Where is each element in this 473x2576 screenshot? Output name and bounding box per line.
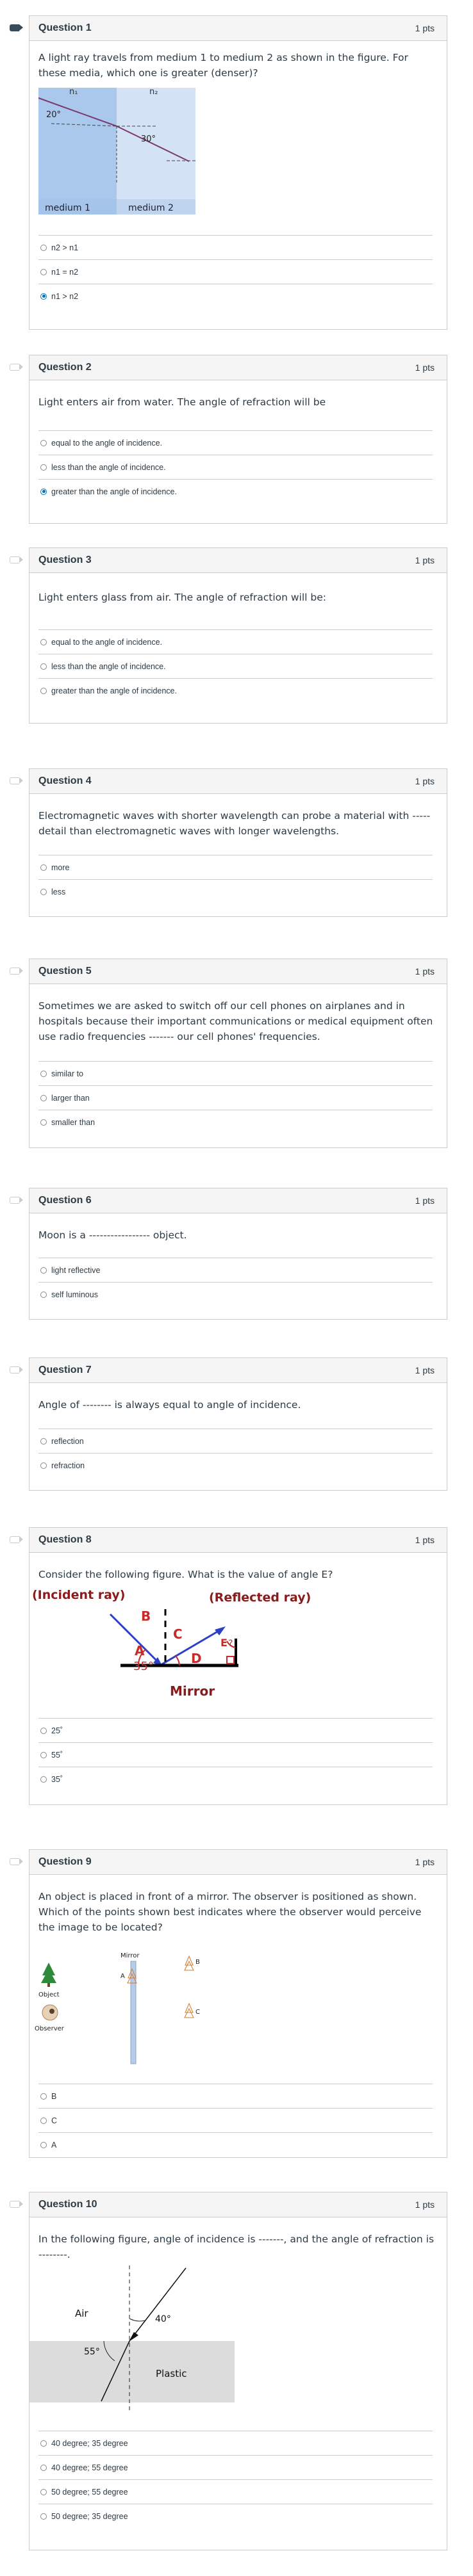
tree-object-icon xyxy=(41,1963,56,1987)
answer-option[interactable] xyxy=(38,2084,433,2108)
question-title: Question 9 xyxy=(38,1856,92,1867)
question-header xyxy=(29,959,447,984)
answer-option[interactable] xyxy=(38,1453,433,1477)
answer-option[interactable] xyxy=(38,2455,433,2479)
radio-icon[interactable] xyxy=(40,2093,47,2100)
point-c-label: C xyxy=(173,1626,183,1642)
radio-icon[interactable] xyxy=(40,688,47,694)
answer-label: n1 = n2 xyxy=(51,267,79,277)
question-title: Question 6 xyxy=(38,1195,92,1206)
plastic-label: Plastic xyxy=(156,2368,187,2379)
answer-option[interactable] xyxy=(38,879,433,903)
answer-label: similar to xyxy=(51,1069,84,1078)
answer-label: 40 degree; 35 degree xyxy=(51,2438,128,2448)
question-2-card xyxy=(29,355,447,524)
question-points: 1 pts xyxy=(415,1195,435,1206)
answer-label: less than the angle of incidence. xyxy=(51,661,166,671)
question-title: Question 7 xyxy=(38,1365,92,1375)
question-9-card xyxy=(29,1849,447,2158)
answer-label: equal to the angle of incidence. xyxy=(51,637,163,647)
answer-option[interactable] xyxy=(38,479,433,503)
radio-icon[interactable] xyxy=(40,2440,47,2447)
answer-option[interactable] xyxy=(38,284,433,308)
refraction-media-figure xyxy=(38,88,195,215)
question-10-card xyxy=(29,2192,447,2550)
question-title: Question 2 xyxy=(38,362,92,373)
answer-list xyxy=(38,2084,433,2157)
answer-label: A xyxy=(51,2140,57,2150)
answer-option[interactable] xyxy=(38,2504,433,2528)
image-point-c-icon xyxy=(185,2004,194,2018)
mirror-reflection-figure xyxy=(31,1584,351,1712)
answer-label: less than the angle of incidence. xyxy=(51,462,166,472)
answer-label: 55˚ xyxy=(51,1750,63,1760)
medium-2-label: medium 2 xyxy=(128,203,174,213)
radio-icon[interactable] xyxy=(40,2513,47,2520)
question-header xyxy=(29,1188,447,1213)
answer-label: self luminous xyxy=(51,1290,98,1299)
question-header xyxy=(29,1850,447,1875)
question-header xyxy=(29,548,447,573)
question-points: 1 pts xyxy=(415,776,435,786)
answer-list xyxy=(38,1258,433,1306)
radio-icon[interactable] xyxy=(40,1071,47,1077)
flag-question-1-icon[interactable] xyxy=(10,24,19,31)
answer-option[interactable] xyxy=(38,1110,433,1134)
answer-option[interactable] xyxy=(38,2479,433,2504)
radio-icon[interactable] xyxy=(40,2489,47,2495)
answer-list xyxy=(38,629,433,702)
answer-label: less xyxy=(51,887,66,896)
flag-question-8-icon[interactable] xyxy=(10,1536,19,1543)
question-header xyxy=(29,355,447,380)
question-points: 1 pts xyxy=(415,1535,435,1545)
air-label: Air xyxy=(75,2308,88,2319)
question-points: 1 pts xyxy=(415,966,435,976)
question-3-card xyxy=(29,547,447,724)
question-text: Angle of -------- is always equal to angle of incidence. xyxy=(38,1399,301,1411)
question-header xyxy=(29,16,447,41)
incident-ray-label: (Incident ray) xyxy=(32,1588,126,1602)
angle-40-label: 40° xyxy=(155,2314,171,2324)
radio-icon[interactable] xyxy=(40,2142,47,2148)
flag-question-10-icon[interactable] xyxy=(10,2201,19,2208)
answer-label: n1 > n2 xyxy=(51,291,79,301)
answer-label: smaller than xyxy=(51,1117,95,1127)
radio-icon[interactable] xyxy=(40,2118,47,2124)
radio-icon[interactable] xyxy=(40,464,47,471)
flag-question-7-icon[interactable] xyxy=(10,1366,19,1373)
point-a-label: A xyxy=(120,1973,125,1980)
radio-icon[interactable] xyxy=(40,440,47,446)
flag-question-6-icon[interactable] xyxy=(10,1197,19,1204)
question-title: Question 3 xyxy=(38,555,92,565)
radio-selected-icon[interactable] xyxy=(40,489,47,495)
answer-option[interactable] xyxy=(38,1061,433,1085)
angle-20-label: 20° xyxy=(46,110,62,120)
flag-question-2-icon[interactable] xyxy=(10,364,19,371)
question-1-card xyxy=(29,15,447,330)
angle-55-label: 55° xyxy=(84,2347,100,2357)
object-label: Object xyxy=(38,1991,60,1998)
answer-option[interactable] xyxy=(38,1085,433,1110)
answer-label: 25˚ xyxy=(51,1726,63,1735)
question-points: 1 pts xyxy=(415,2199,435,2210)
answer-label: greater than the angle of incidence. xyxy=(51,686,177,695)
answer-label: larger than xyxy=(51,1093,90,1103)
answer-option[interactable] xyxy=(38,629,433,654)
medium-1-label: medium 1 xyxy=(45,203,90,213)
flag-question-5-icon[interactable] xyxy=(10,968,19,975)
answer-label: reflection xyxy=(51,1436,84,1446)
n2-label: n₂ xyxy=(149,88,158,97)
flag-question-9-icon[interactable] xyxy=(10,1858,19,1865)
answer-label: light reflective xyxy=(51,1265,101,1275)
answer-label: equal to the angle of incidence. xyxy=(51,438,163,448)
air-plastic-refraction-figure xyxy=(29,2260,241,2414)
point-c-label: C xyxy=(195,2009,200,2016)
answer-label: more xyxy=(51,863,70,872)
question-4-card xyxy=(29,768,447,917)
answer-label: C xyxy=(51,2116,58,2125)
angle-35-label: 35° xyxy=(133,1660,154,1673)
answer-list xyxy=(38,2431,433,2528)
question-header xyxy=(29,1528,447,1553)
answer-option[interactable] xyxy=(38,235,433,259)
unknown-mark: ? xyxy=(228,1639,233,1649)
question-title: Question 5 xyxy=(38,966,92,976)
answer-label: 35˚ xyxy=(51,1774,63,1784)
question-8-card xyxy=(29,1527,447,1805)
answer-option[interactable] xyxy=(38,678,433,702)
answer-list xyxy=(38,1718,433,1791)
question-text: In the following figure, angle of incidence is -------, and the angle of refraction is --------. xyxy=(38,2233,435,2261)
point-e-label: E xyxy=(220,1637,228,1649)
answer-label: B xyxy=(51,2091,57,2101)
answer-label: refraction xyxy=(51,1461,85,1470)
question-header xyxy=(29,2192,447,2217)
answer-option[interactable] xyxy=(38,1258,433,1282)
answer-option[interactable] xyxy=(38,1718,433,1742)
question-text: An object is placed in front of a mirror. The observer is positioned as shown. Which of the points shown best indicates where the observer would perceive the image to be located? xyxy=(38,1891,422,1934)
answer-option[interactable] xyxy=(38,1429,433,1453)
answer-label: 50 degree; 55 degree xyxy=(51,2487,128,2497)
question-points: 1 pts xyxy=(415,362,435,373)
answer-option[interactable] xyxy=(38,1742,433,1767)
point-b-label: B xyxy=(195,1959,200,1966)
radio-icon[interactable] xyxy=(40,1095,47,1101)
radio-icon[interactable] xyxy=(40,1267,47,1274)
answer-option[interactable] xyxy=(38,855,433,879)
mirror-label: Mirror xyxy=(120,1952,140,1959)
question-text: A light ray travels from medium 1 to medium 2 as shown in the figure. For these media, which one is greater (denser)? xyxy=(38,52,408,79)
question-text: Light enters glass from air. The angle of refraction will be: xyxy=(38,592,326,603)
answer-label: n2 > n1 xyxy=(51,243,79,252)
answer-option[interactable] xyxy=(38,1767,433,1791)
answer-list xyxy=(38,430,433,503)
answer-list xyxy=(38,1061,433,1134)
question-7-card xyxy=(29,1357,447,1491)
point-d-label: D xyxy=(191,1651,202,1666)
answer-label: 50 degree; 35 degree xyxy=(51,2511,128,2521)
radio-icon[interactable] xyxy=(40,889,47,895)
radio-icon[interactable] xyxy=(40,639,47,645)
radio-icon[interactable] xyxy=(40,1119,47,1126)
answer-list xyxy=(38,1429,433,1477)
answer-list xyxy=(38,855,433,903)
answer-option[interactable] xyxy=(38,654,433,678)
answer-label: greater than the angle of incidence. xyxy=(51,487,177,496)
question-header xyxy=(29,1358,447,1383)
flag-question-4-icon[interactable] xyxy=(10,777,19,784)
radio-icon[interactable] xyxy=(40,1292,47,1298)
question-header xyxy=(29,769,447,794)
question-text: Light enters air from water. The angle of refraction will be xyxy=(38,396,326,408)
image-point-b-icon xyxy=(185,1956,194,1970)
n1-label: n₁ xyxy=(69,88,78,97)
question-title: Question 8 xyxy=(38,1534,92,1545)
question-points: 1 pts xyxy=(415,1365,435,1375)
question-points: 1 pts xyxy=(415,1857,435,1867)
answer-option[interactable] xyxy=(38,455,433,479)
radio-icon[interactable] xyxy=(40,2465,47,2471)
answer-option[interactable] xyxy=(38,2108,433,2132)
question-points: 1 pts xyxy=(415,555,435,565)
angle-30-label: 30° xyxy=(141,134,156,144)
radio-selected-icon[interactable] xyxy=(40,293,47,300)
question-5-card xyxy=(29,959,447,1148)
question-title: Question 1 xyxy=(38,22,92,33)
point-a-label: A xyxy=(135,1643,145,1658)
answer-option[interactable] xyxy=(38,2132,433,2157)
question-title: Question 10 xyxy=(38,2199,97,2210)
answer-label: 40 degree; 55 degree xyxy=(51,2463,128,2472)
question-points: 1 pts xyxy=(415,23,435,33)
flag-question-3-icon[interactable] xyxy=(10,556,19,563)
radio-icon[interactable] xyxy=(40,245,47,251)
question-text: Moon is a ----------------- object. xyxy=(38,1229,187,1241)
radio-icon[interactable] xyxy=(40,1776,47,1783)
question-text: Sometimes we are asked to switch off our cell phones on airplanes and in hospitals because their important communications or medical equipment often use radio frequencies ------- our cell phones' frequencies. xyxy=(38,1000,433,1043)
question-text: Consider the following figure. What is the value of angle E? xyxy=(38,1569,333,1580)
answer-list xyxy=(38,235,433,308)
mirror-label: Mirror xyxy=(170,1683,215,1699)
radio-icon[interactable] xyxy=(40,864,47,871)
mirror-image-figure xyxy=(31,1950,242,2065)
question-title: Question 4 xyxy=(38,775,92,786)
question-text: Electromagnetic waves with shorter wavelength can probe a material with ----- detail than electromagnetic waves with longer wavelengths. xyxy=(38,810,431,838)
answer-option[interactable] xyxy=(38,259,433,284)
radio-icon[interactable] xyxy=(40,1438,47,1445)
radio-icon[interactable] xyxy=(40,663,47,670)
question-6-card xyxy=(29,1188,447,1320)
radio-icon[interactable] xyxy=(40,1462,47,1469)
answer-option[interactable] xyxy=(38,2431,433,2455)
radio-icon[interactable] xyxy=(40,1752,47,1758)
answer-option[interactable] xyxy=(38,1282,433,1306)
answer-option[interactable] xyxy=(38,430,433,455)
reflected-ray-label: (Reflected ray) xyxy=(209,1591,311,1605)
radio-icon[interactable] xyxy=(40,269,47,275)
radio-icon[interactable] xyxy=(40,1728,47,1734)
observer-eye-icon xyxy=(42,2005,58,2020)
observer-label: Observer xyxy=(35,2025,64,2032)
point-b-label: B xyxy=(141,1608,151,1624)
